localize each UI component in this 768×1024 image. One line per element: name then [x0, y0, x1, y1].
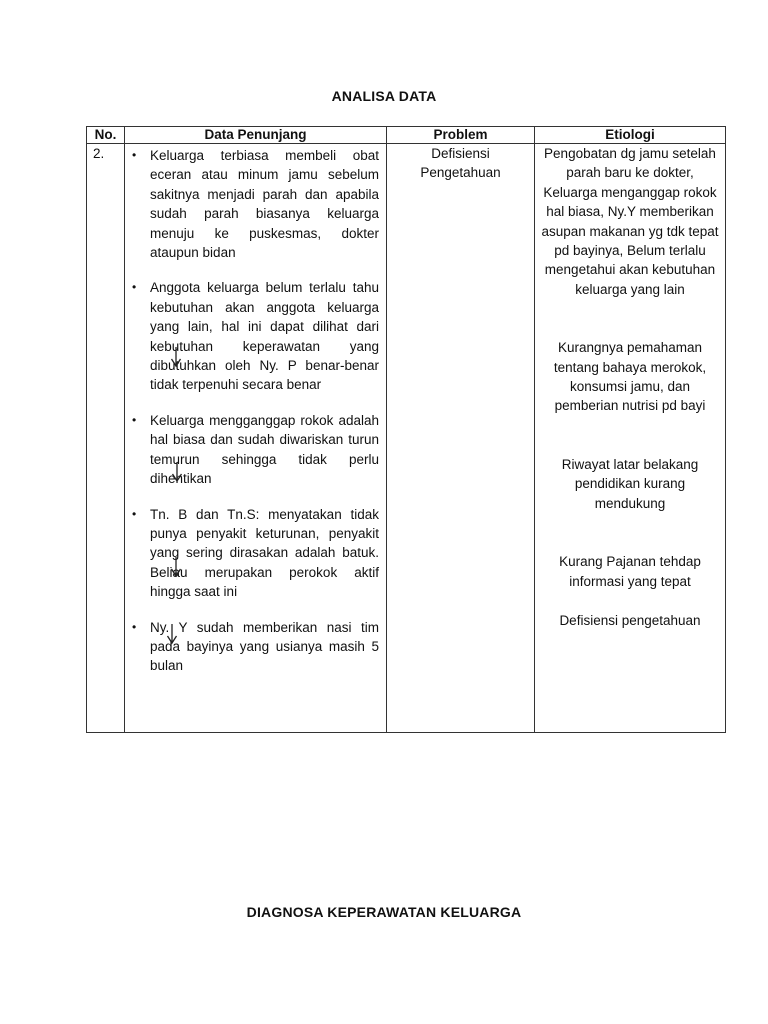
data-item-text: Keluarga terbiasa membeli obat eceran atau minum jamu sebelum sakitnya menjadi parah dan apabila sudah parah biasanya keluarga menuju ke puskesmas, dokter ataupun bidan [150, 148, 379, 261]
row-number: 2. [87, 144, 125, 733]
data-item [131, 411, 379, 489]
header-problem: Problem [387, 127, 535, 144]
etiology-item: Defisiensi pengetahuan [559, 612, 701, 628]
table-row [87, 144, 726, 733]
data-item-text: Ny. Y sudah memberikan nasi tim pada bayinya yang usianya masih 5 bulan [150, 619, 379, 674]
bullet-icon: • [132, 148, 137, 162]
data-item-text: Keluarga mengganggap rokok adalah hal biasa dan sudah diwariskan turun temurun sehingga tidak perlu dihentikan [150, 412, 379, 487]
bullet-icon: • [132, 280, 137, 295]
data-item [131, 278, 379, 394]
analysis-table [86, 126, 726, 733]
bullet-icon: • [132, 412, 137, 427]
etiology-item: Pengobatan dg jamu setelah parah baru ke dokter, Keluarga menganggap rokok hal biasa, Ny.Y memberikan asupan makanan yg tdk tepat pd bayinya, Belum terlalu mengetahui akan kebutuhan keluarga yang lain [541, 146, 719, 297]
data-penunjang-cell [125, 144, 387, 733]
etiology-item: Kurangnya pemahaman tentang bahaya merokok, konsumsi jamu, dan pemberian nutrisi pd bayi [553, 340, 707, 414]
etiology-item: Riwayat latar belakang pendidikan kurang mendukung [561, 456, 699, 511]
down-arrow-icon [166, 623, 178, 645]
data-item [131, 505, 379, 602]
down-arrow-icon [170, 346, 182, 368]
etiologi-cell [535, 144, 726, 733]
bullet-icon: • [132, 506, 137, 521]
data-item-text: Anggota keluarga belum terlalu tahu kebutuhan akan anggota keluarga yang lain, hal ini dapat dilihat dari kebutuhan keperawatan yang dibutuhkan oleh Ny. P benar-benar tidak terpenuhi secara benar [150, 280, 379, 393]
table-header-row [87, 127, 726, 144]
down-arrow-icon [171, 461, 183, 483]
data-list [131, 146, 379, 676]
diagnosis-title: DIAGNOSA KEPERAWATAN KELUARGA [246, 904, 522, 920]
problem-cell [387, 144, 535, 733]
data-item [131, 146, 379, 262]
etiology-item: Kurang Pajanan tehdap informasi yang tepat [559, 554, 701, 589]
page-title: ANALISA DATA [331, 88, 437, 104]
header-data-penunjang: Data Penunjang [125, 127, 387, 144]
bullet-icon: • [132, 619, 137, 634]
down-arrow-icon [170, 556, 182, 578]
data-item-text: Tn. B dan Tn.S: menyatakan tidak punya penyakit keturunan, penyakit yang sering dirasakan adalah batuk. Beliau merupakan perokok aktif hingga saat ini [150, 506, 379, 600]
header-no: No. [87, 127, 125, 144]
header-etiologi: Etiologi [535, 127, 726, 144]
problem-text: Defisiensi Pengetahuan [420, 146, 501, 181]
